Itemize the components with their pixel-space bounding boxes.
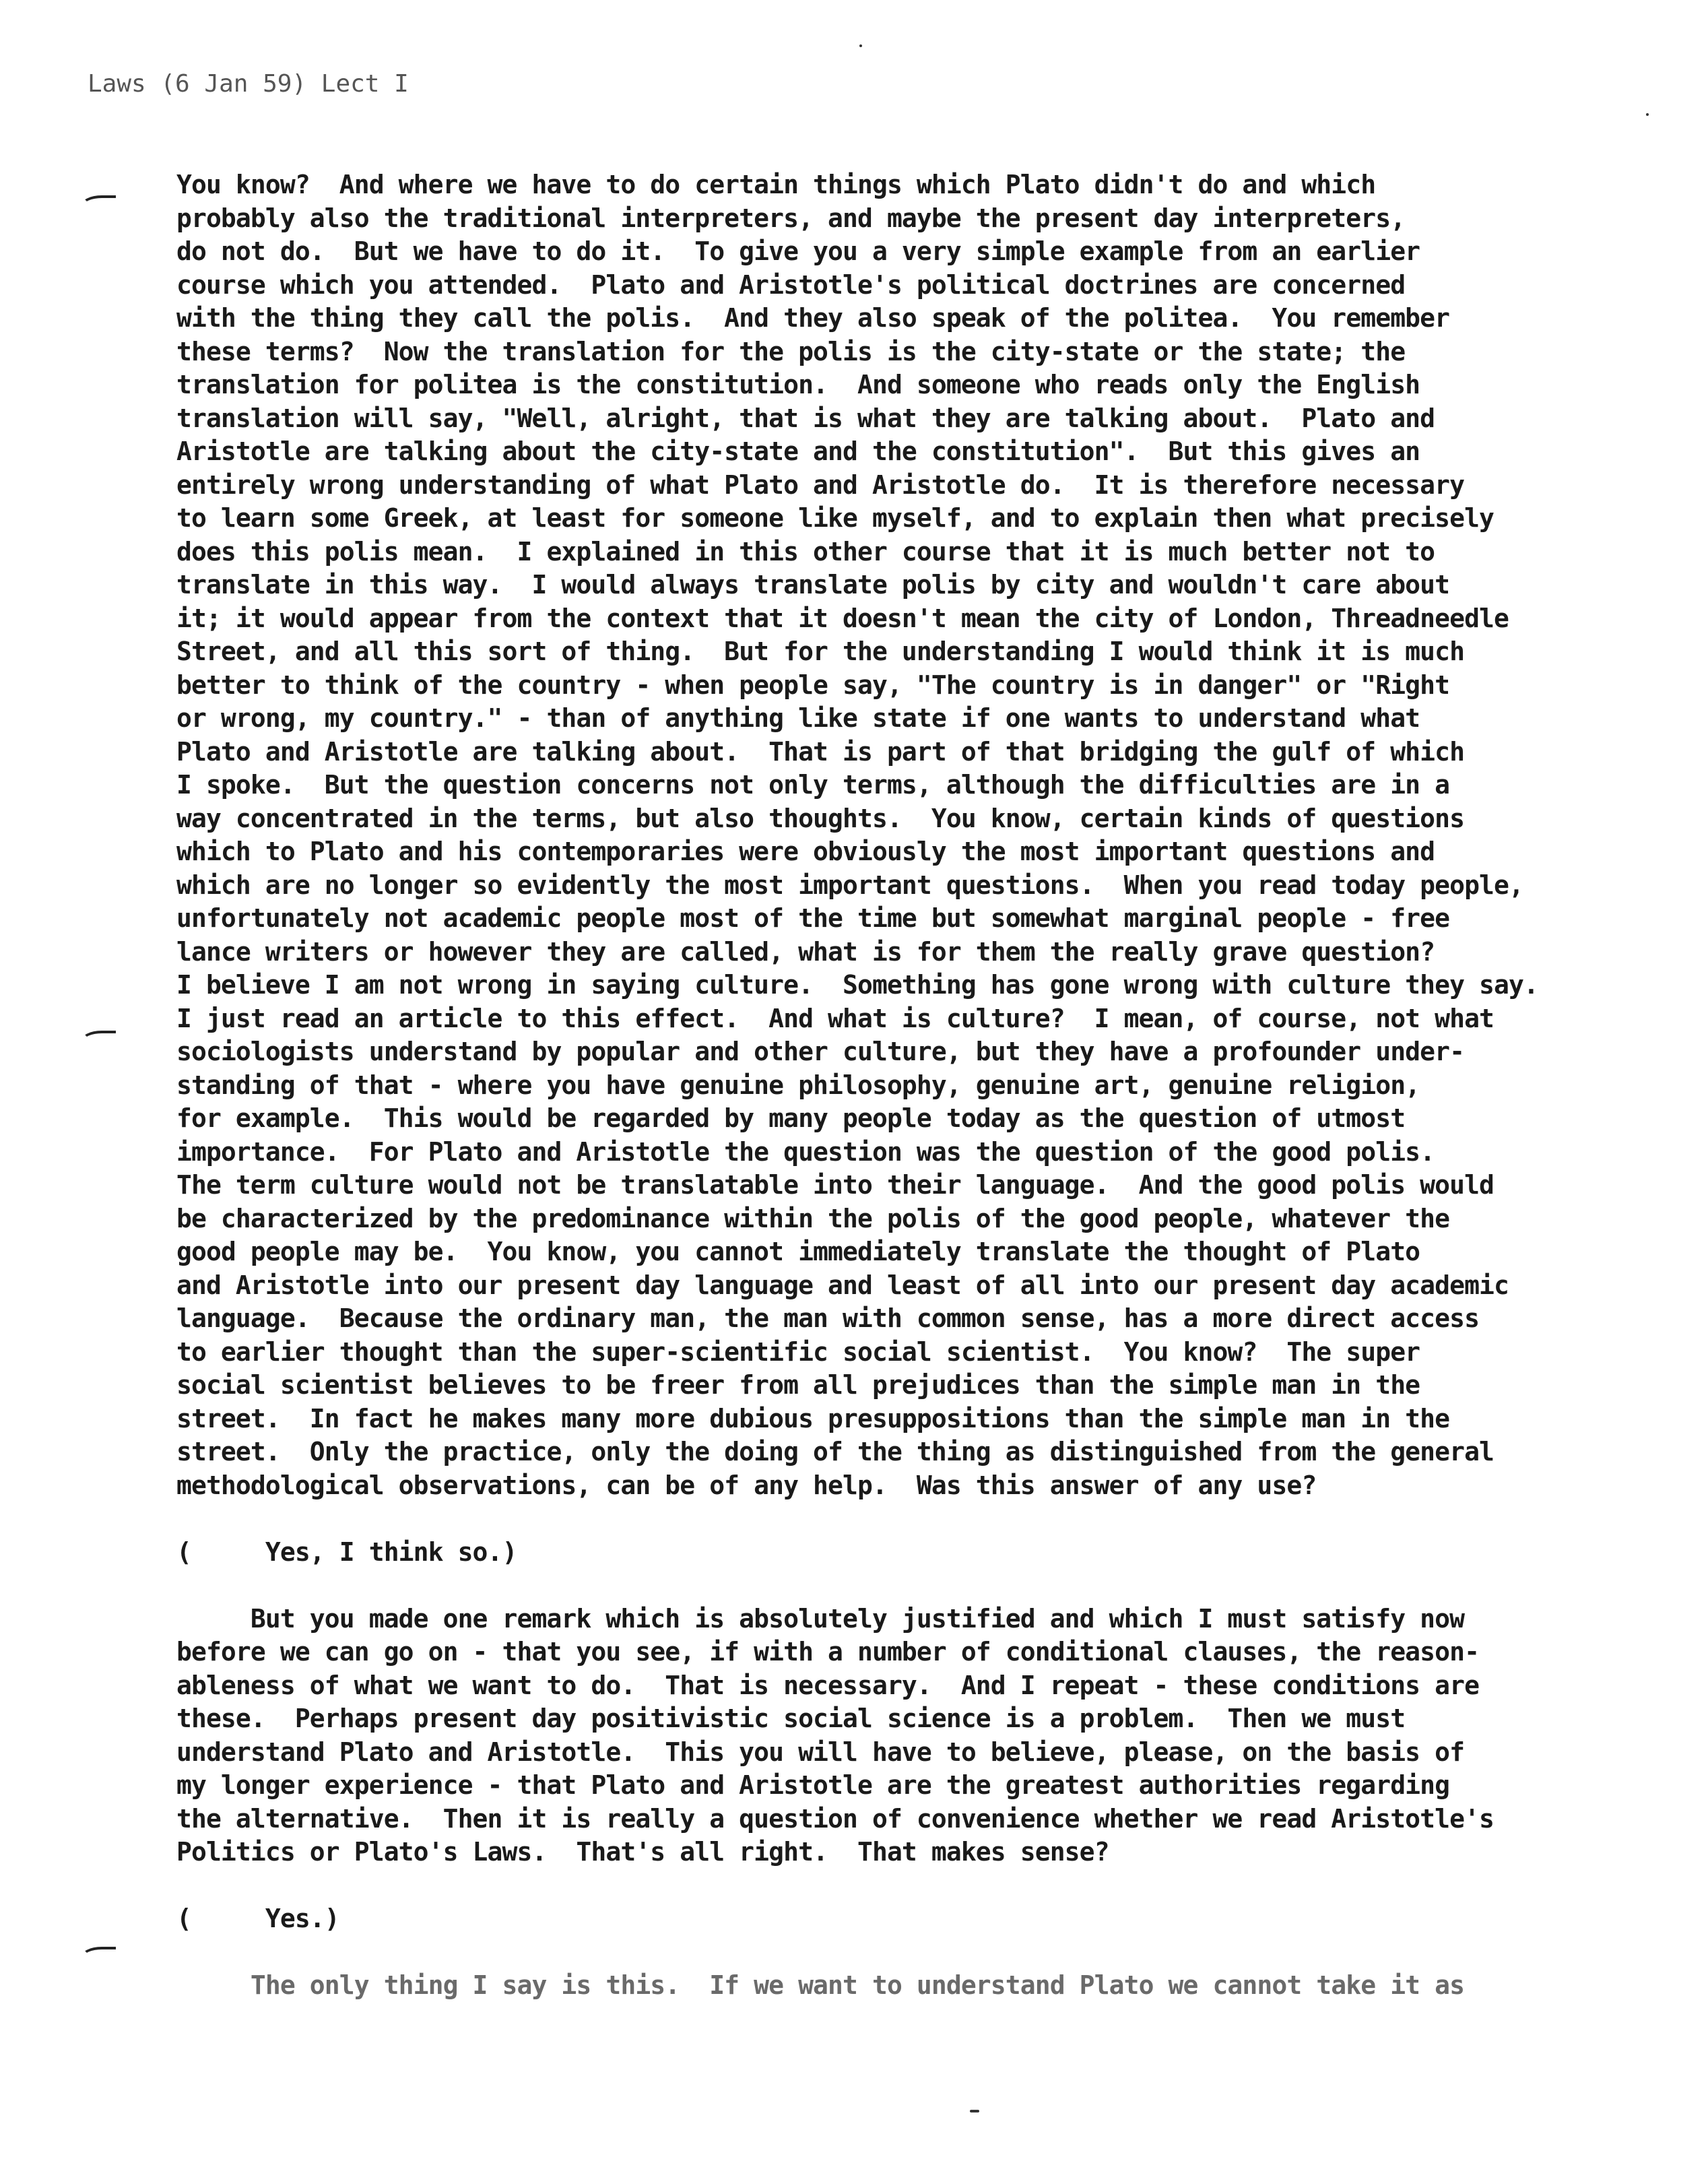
- reply-line: ( Yes, I think so.): [176, 1537, 517, 1567]
- paragraph-2: [176, 1603, 1672, 1869]
- last-line: The only thing I say is this. If we want to understand Plato we cannot take it as: [176, 1970, 1465, 2000]
- text-line: I believe I am not wrong in saying culture. Something has gone wrong with culture they say.: [176, 970, 1538, 1000]
- text-line: be characterized by the predominance within the polis of the good people, whatever the: [176, 1203, 1450, 1233]
- text-line: way concentrated in the terms, but also thoughts. You know, certain kinds of questions: [176, 803, 1465, 833]
- text-line: translation for politea is the constitution. And someone who reads only the English: [176, 370, 1420, 399]
- text-line: language. Because the ordinary man, the man with common sense, has a more direct access: [176, 1303, 1480, 1333]
- text-line: or wrong, my country." - than of anything like state if one wants to understand what: [176, 703, 1420, 733]
- text-line: Politics or Plato's Laws. That's all right. That makes sense?: [176, 1837, 1109, 1867]
- text-line: I spoke. But the question concerns not only terms, although the difficulties are in a: [176, 770, 1450, 800]
- text-line: Plato and Aristotle are talking about. That is part of that bridging the gulf of which: [176, 736, 1465, 767]
- text-line: and Aristotle into our present day language and least of all into our present day academic: [176, 1270, 1509, 1300]
- text-line: probably also the traditional interpreters, and maybe the present day interpreters,: [176, 203, 1406, 233]
- text-line: street. Only the practice, only the doing of the thing as distinguished from the general: [176, 1437, 1494, 1466]
- text-line: But you made one remark which is absolutely justified and which I must satisfy now: [176, 1603, 1465, 1634]
- text-line: with the thing they call the polis. And they also speak of the politea. You remember: [176, 303, 1450, 333]
- text-line: before we can go on - that you see, if with a number of conditional clauses, the reason-: [176, 1637, 1480, 1667]
- text-line: to earlier thought than the super-scientific social scientist. You know? The super: [176, 1336, 1420, 1367]
- text-line: methodological observations, can be of any help. Was this answer of any use?: [176, 1470, 1317, 1500]
- paragraph-gap: [176, 1936, 1672, 1970]
- text-line: which are no longer so evidently the most important questions. When you read today people,: [176, 870, 1523, 900]
- text-line: I just read an article to this effect. And what is culture? I mean, of course, not what: [176, 1003, 1494, 1033]
- text-line: The term culture would not be translatable into their language. And the good polis would: [176, 1170, 1494, 1200]
- ink-speck: [970, 2110, 979, 2112]
- text-line: Aristotle are talking about the city-state and the constitution". But this gives an: [176, 437, 1420, 466]
- text-line: translate in this way. I would always translate polis by city and wouldn't care about: [176, 570, 1450, 600]
- text-line: good people may be. You know, you cannot immediately translate the thought of Plato: [176, 1237, 1420, 1266]
- text-line: You know? And where we have to do certain things which Plato didn't do and which: [176, 170, 1376, 199]
- text-line: importance. For Plato and Aristotle the question was the question of the good polis.: [176, 1136, 1435, 1167]
- text-line: does this polis mean. I explained in this other course that it is much better not to: [176, 536, 1435, 567]
- text-line: translation will say, "Well, alright, that is what they are talking about. Plato and: [176, 403, 1435, 433]
- text-line: course which you attended. Plato and Aristotle's political doctrines are concerned: [176, 269, 1406, 300]
- text-line: ableness of what we want to do. That is necessary. And I repeat - these conditions are: [176, 1670, 1480, 1700]
- text-line: entirely wrong understanding of what Plato and Aristotle do. It is therefore necessary: [176, 470, 1465, 500]
- text-line: it; it would appear from the context that it doesn't mean the city of London, Threadneedle: [176, 603, 1509, 633]
- text-line: better to think of the country - when people say, "The country is in danger" or "Right: [176, 670, 1450, 700]
- text-line: street. In fact he makes many more dubious presuppositions than the simple man in the: [176, 1403, 1450, 1433]
- paragraph-gap: [176, 1502, 1672, 1536]
- paragraph-1: [176, 168, 1672, 1502]
- page-header: Laws (6 Jan 59) Lect I: [88, 70, 409, 98]
- text-line: Street, and all this sort of thing. But for the understanding I would think it is much: [176, 637, 1465, 666]
- text-line: my longer experience - that Plato and Aristotle are the greatest authorities regarding: [176, 1770, 1450, 1800]
- ink-speck: [859, 44, 862, 47]
- text-line: do not do. But we have to do it. To give you a very simple example from an earlier: [176, 236, 1420, 266]
- text-line: standing of that - where you have genuine philosophy, genuine art, genuine religion,: [176, 1070, 1420, 1100]
- margin-mark: [81, 1947, 116, 1964]
- ink-speck: [1646, 113, 1649, 116]
- text-line: for example. This would be regarded by many people today as the question of utmost: [176, 1103, 1406, 1133]
- transcript-body: [176, 168, 1672, 2003]
- text-line: lance writers or however they are called, what is for them the really grave question?: [176, 936, 1435, 967]
- text-line: these. Perhaps present day positivistic social science is a problem. Then we must: [176, 1704, 1406, 1733]
- text-line: which to Plato and his contemporaries were obviously the most important questions and: [176, 837, 1435, 866]
- paragraph-gap: [176, 1869, 1672, 1903]
- reply-line: ( Yes.): [176, 1904, 339, 1933]
- text-line: the alternative. Then it is really a question of convenience whether we read Aristotle's: [176, 1803, 1494, 1834]
- text-line: unfortunately not academic people most of the time but somewhat marginal people - free: [176, 903, 1450, 933]
- text-line: understand Plato and Aristotle. This you will have to believe, please, on the basis of: [176, 1737, 1465, 1767]
- text-line: sociologists understand by popular and other culture, but they have a profounder under-: [176, 1037, 1465, 1066]
- text-line: to learn some Greek, at least for someone like myself, and to explain then what precisely: [176, 503, 1494, 533]
- margin-mark: [81, 1031, 116, 1048]
- text-line: social scientist believes to be freer from all prejudices than the simple man in the: [176, 1370, 1420, 1400]
- margin-mark: [81, 195, 116, 213]
- text-line: these terms? Now the translation for the polis is the city-state or the state; the: [176, 336, 1406, 366]
- paragraph-gap: [176, 1569, 1672, 1603]
